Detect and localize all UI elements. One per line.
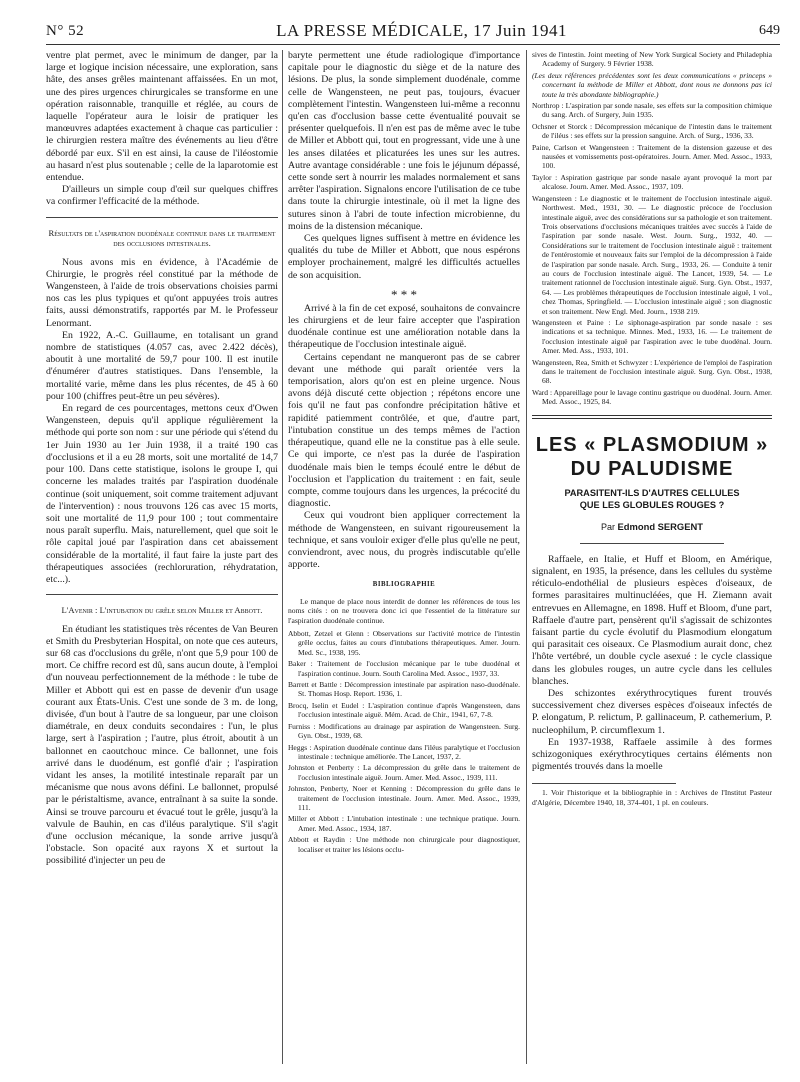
bibliography-entry: Wangensteen, Rea, Smith et Schwyzer : L'expérience de l'emploi de l'aspiration dans le traitement de l'occlusion intestinale aiguë. Surg. Gyn. Obst., 1938, 68. (532, 357, 772, 386)
bibliography-entry: Ward : Appareillage pour le lavage continu gastrique ou duodénal. Journ. Amer. Med. Assoc., 1925, 84. (532, 387, 772, 407)
bibliography-entry: Northrop : L'aspiration par sonde nasale, ses effets sur la composition chimique du sang. Arch. of Surgery, Juin 1935. (532, 101, 772, 120)
column-separator (282, 50, 283, 1064)
bibliography-entry: Johnston, Penberty, Noer et Kenning : Décompression du grêle dans le traitement de l'occlusion intestinale. Journ. Amer. Med. Assoc., 1939, 111. (288, 784, 520, 812)
section-stars: * * * (391, 286, 417, 302)
divider (46, 217, 278, 218)
bibliography-list-continued (532, 50, 772, 407)
bibliography-entry: Taylor : Aspiration gastrique par sonde nasale ayant provoqué la mort par alcalose. Journ. Amer. Med. Assoc., 1937, 109. (532, 172, 772, 192)
bibliography-entry: Miller et Abbott : L'intubation intestinale : une technique pratique. Journ. Amer. Med. Assoc., 1934, 187. (288, 814, 520, 833)
bibliography-entry: Abbott et Raydin : Une méthode non chirurgicale pour diagnostiquer, localiser et traiter les lésions occlu- (288, 835, 520, 854)
paragraph: Raffaele, en Italie, et Huff et Bloom, en Amérique, signalent, en 1935, la présence, dans les cellules du système réticulo-endothélial de plusieurs espèces d'oiseaux, de formes parasitaires multinucléées, que H. Ziemann avait entrevues en Allemagne, en 1898. Huff et Bloom, d'une part, Raffaele d'autre part, pensèrent qu'il s'agissait de schizontes faisant partie du cycle évolutif du Plasmodium elongatum qui parasitait ces oiseaux. Ce Plasmodium aurait donc, chez l'hôte vertébré, un double cycle asexué : le cycle classique dans les globules rouges, un autre cycle dans les cellules blanches. (532, 553, 772, 687)
paragraph: ventre plat permet, avec le minimum de danger, par la large et logique incision nécessaire, une exploration, sans hâte, des anses grêles maintenant affaissées. En un mot, une des pires urgences chirurgicales se transforme en une opération raisonnable, tranquille et réglée, au cours de laquelle l'opérateur aura le loisir de pratiquer les manœuvres adaptées exactement à chaque cas particulier : le chirurgien restera maître des événements au lieu d'être débordé par eux. S'il en est ainsi, la cause de l'iléostomie au hasard n'est plus soutenable ; celle de la laparotomie est entendue. (46, 50, 278, 184)
bibliography-entry: Furniss : Modifications au drainage par aspiration de Wangensteen. Surg. Gyn. Obst., 1939, 68. (288, 721, 520, 741)
bibliography-note: (Les deux références précédentes sont les deux communications « princeps » concernant la méthode de Miller et Abbott, dont nous ne donnons pas ici toute la très abondante bibliographie.) (532, 70, 772, 99)
column-2 (288, 50, 520, 856)
article-title-line-1: LES « PLASMODIUM » (535, 433, 769, 456)
paragraph: Nous avons mis en évidence, à l'Académie de Chirurgie, le progrès réel constitué par la méthode de Wangensteen, à l'aide de trois observations choisies parmi nos cas les plus typiques et qu'ont appuyées trois autres faits, aussi démonstratifs, rapportés par M. le Professeur Lenormant. (46, 256, 278, 329)
footnote: 1. Voir l'historique et la bibliographie in : Archives de l'Institut Pasteur d'Algérie, Décembre 1940, 18, 374-401, 1 pl. en couleurs. (532, 788, 772, 808)
article-byline (532, 521, 772, 533)
bibliography-entry: Brocq, Iselin et Eudel : L'aspiration continue d'après Wangensteen, dans l'occlusion intestinale aiguë. Mém. Acad. de Chir., 1941, 67, 7-8. (288, 700, 520, 720)
bibliography-entry: Ochsner et Storck : Décompression mécanique de l'intestin dans le traitement de l'iléus : ses effets sur la pression sanguine. Arch. of Surg., 1936, 33. (532, 121, 772, 141)
journal-title: LA PRESSE MÉDICALE, 17 Juin 1941 (276, 21, 567, 40)
bibliography-entry: Heggs : Aspiration duodénale continue dans l'iléus paralytique et l'occlusion intestinale : technique améliorée. The Lancet, 1937, 2. (288, 742, 520, 761)
section-heading: Résultats de l'aspiration duodénale continue dans le traitement des occlusions intestinales. (48, 227, 276, 249)
bibliography-entry: Paine, Carlson et Wangensteen : Traitement de la distension gazeuse et des nausées et vomissements post-opératoires. Journ. Amer. Med. Assoc., 1933, 100. (532, 142, 772, 171)
paragraph: En 1937-1938, Raffaele assimile à des formes schizogoniques exérythrocytiques certains éléments non pigmentés trouvés dans la moelle (532, 736, 772, 773)
issue-number: N° 52 (46, 22, 85, 39)
paragraph: D'ailleurs un simple coup d'œil sur quelques chiffres va confirmer l'efficacité de la méthode. (46, 184, 278, 208)
header-rule (46, 44, 780, 45)
bibliography-entry: Wangensteen : Le diagnostic et le traitement de l'occlusion intestinale aiguë. Northwest. Med., 1931, 30. — Le diagnostic précoce de l'occlusion intestinale aiguë, avec des considérations sur sa pathologie et son traitement. Trois observations d'occlusions mécaniques traitées avec succès à l'aide de l'aspiration par sonde nasale. West. Journ. Surg., 1932, 40. — Considérations sur le traitement de l'occlusion intestinale aiguë : traitement de l'entérostomie et nouveaux faits sur l'emploi de la décompression à l'aide de l'aspiration par sonde nasale. Arch. Surg., 1933, 26. — Conduite à tenir au cours de l'occlusion intestinale aiguë. The Lancet, 1939, 54. — Le traitement rationnel de l'occlusion intestinale aiguë. Surg. Gyn. Obst., 1937, 64. — Les problèmes thérapeutiques de l'occlusion intestinale aiguë, 1 vol., chez Thomas, Springfield. — L'occlusion intestinale aiguë ; son diagnostic et son traitement. New Engl. Med. Journ., 1938 219. (532, 193, 772, 316)
paragraph: Certains cependant ne manqueront pas de se cabrer devant une méthode qui paraît orientée vers la temporisation, alors qu'on est en pleine urgence. Nous avons déjà discuté cette objection ; répétons encore une fois qu'il ne faut pas confondre précipitation hâtive et rapidité patiemment contrôlée, et que, d'autre part, l'intubation constitue un des temps mêmes de l'action thérapeutique, quand elle ne la constitue pas à elle seule. Ce qui importe, ce n'est pas la durée de l'aspiration duodénale mais bien le temps écoulé entre le début de l'occlusion et l'application du traitement : en fait, seule compte, comme toujours dans les urgences, la précocité du diagnostic. (288, 351, 520, 510)
paragraph: En 1922, A.-C. Guillaume, en totalisant un grand nombre de statistiques (4.057 cas, avec 2.422 décès), aboutit à une mortalité de 59,7 pour 100. Il est inutile d'énumérer d'autres statistiques. Dans l'ensemble, la mortalité varie, même dans les plus récentes, de 45 à 60 pour 100 (chiffres peut-être un peu sévères). (46, 329, 278, 402)
paragraph: Ces quelques lignes suffisent à mettre en évidence les qualités du tube de Miller et Abbott, que nous espérons employer prochainement, malgré les difficultés actuelles de son acquisition. (288, 233, 520, 281)
bibliography-list (288, 629, 520, 854)
bibliography-entry: Barrett et Battle : Décompression intestinale par aspiration naso-duodénale. St. Thomas Hosp. Report. 1936, 1. (288, 680, 520, 699)
article-title-line-2: DU PALUDISME (570, 457, 734, 480)
paragraph: Arrivé à la fin de cet exposé, souhaitons de convaincre les chirurgiens et de leur faire accepter que l'aspiration duodénale continue est une amélioration notable dans la thérapeutique de l'occlusion intestinale aiguë. (288, 302, 520, 351)
paragraph: baryte permettent une étude radiologique d'importance capitale pour le diagnostic du siège et de la nature des lésions. De plus, la sonde simplement duodénale, comme celle de Wangensteen, ne peut pas, toujours, évacuer complètement l'intestin. Wangensteen lui-même a reconnu qu'en cas d'occlusion basse cette éventualité pouvait se présenter quelquefois. Il n'en est pas de même avec le tube de Miller et Abbott qui, tout en progressant, vide une à une les anses dilatées et plicaturées les unes sur les autres. Autre avantage considérable : une fois le jéjunum dépassé, cette sonde sert à nourrir les malades normalement et sans arrêter l'aspiration. Signalons encore l'utilisation de ce tube dans toute la chirurgie intestinale, où il met la ligne des sutures sinon à l'abri de toute infection microbienne, du moins de la distension mécanique. (288, 50, 520, 232)
section-heading: L'Avenir : L'intubation du grêle selon Miller et Abbott. (61, 605, 263, 616)
bibliography-entry: Abbott, Zetzel et Glenn : Observations sur l'activité motrice de l'intestin grêle occlus, faites au cours d'intubations thérapeutiques. Amer. Journ. Med. Sc., 1938, 195. (288, 629, 520, 657)
column-3 (532, 50, 772, 808)
article-subtitle-line-1: PARASITENT-ILS D'AUTRES CELLULES (564, 487, 740, 498)
bibliography-entry: Wangensteen et Paine : Le siphonage-aspiration par sonde nasale : ses indications et sa technique. Minnes. Med., 1933, 16. — Le traitement de l'occlusion intestinale aiguë par l'aspiration avec le tube duodénal. Journ. Amer. Med. Ass., 1933, 101. (532, 317, 772, 356)
footnote-rule (532, 783, 676, 784)
article-divider (532, 415, 772, 419)
paragraph: En étudiant les statistiques très récentes de Van Beuren et Smith du Presbyterian Hospital, on note que ces auteurs, sur 68 cas d'occlusions du grêle, n'ont que 5,9 pour 100 de mort. Ce chiffre record est dû, sans aucun doute, à l'emploi d'un nouveau perfectionnement de la méthode : le tube de Miller et Abbott qui est en passe de devenir d'un usage courant aux États-Unis. C'est une sonde de 3 m. de long, divisée, d'un bout à l'autre de sa longueur, par une cloison diamétrale, en deux conduits secondaires : l'un, le plus large, sert à l'aspiration ; l'autre, plus étroit, aboutit à un ballonnet en caoutchouc mince. Ce ballonnet, une fois arrivé dans le duodénum, est gonflé d'air ; l'aspiration vidant les anses, la motilité intestinale reparaît par un mécanisme que nous avons défini. Le ballonnet, propulsé par le péristaltisme, avance, entraînant à sa suite la sonde. Ainsi se trouve parcouru et évacué tout le grêle, jusqu'à la valvule de Bauhin, en cas d'iléus paralytique. S'il s'agit d'une occlusion mécanique, la sonde arrive jusqu'à l'obstacle. Son opacité aux rayons X et surtout la possibilité d'injecter un peu de (46, 623, 278, 867)
column-1 (46, 50, 278, 868)
divider (46, 594, 278, 595)
paragraph: Ceux qui voudront bien appliquer correctement la méthode de Wangensteen, en suivant rigoureusement la technique, et sans vouloir exiger d'elle plus qu'elle ne peut, conviendront, avec nous, du progrès indiscutable qu'elle apporte. (288, 510, 520, 571)
bibliography-entry: sives de l'intestin. Joint meeting of New York Surgical Society and Philadephia Academy of Surgery. 9 Février 1938. (532, 50, 772, 69)
author-name: Edmond SERGENT (617, 520, 703, 532)
column-separator (526, 50, 527, 1064)
paragraph: En regard de ces pourcentages, mettons ceux d'Owen Wangensteen, depuis qu'il applique régulièrement la méthode qui porte son nom : sur une période qui s'étend du 1er Juin 1930 au 1er Juin 1938, il a traité 190 cas d'occlusions et il a eu 28 morts, soit une mortalité de 14,7 pour 100. Dans cette statistique, isolons le groupe I, qui concerne les malades traités par l'aspiration duodénale continue (soit uniquement, soit comme traitement adjuvant de l'intervention) : nous trouvons 126 cas avec 15 morts, soit une mortalité de 11,9 pour 100 ; tout commentaire nous paraît superflu. Mais, naturellement, quel que soit le rôle capital joué par l'aspiration dans cet abaissement considérable de la mortalité, il faut faire la juste part des thérapeutiques associées (rechloruration, réhydratation, etc...). (46, 403, 278, 585)
article-subtitle-line-2: QUE LES GLOBULES ROUGES ? (579, 499, 725, 510)
paragraph: Des schizontes exérythrocytiques furent trouvés successivement chez diverses espèces d'oiseaux infectés de P. elongatum, P. relictum, P. gallinaceum, P. cathemerium, P. nucleophilum, P. circumflexum 1. (532, 688, 772, 736)
bibliography-intro: Le manque de place nous interdit de donner les références de tous les noms cités : on ne trouvera donc ici que l'essentiel de la littérature sur l'aspiration duodénale continue. (288, 596, 520, 625)
bibliography-entry: Baker : Traitement de l'occlusion mécanique par le tube duodénal et l'aspiration continue. Journ. South Carolina Med. Assoc., 1937, 33. (288, 659, 520, 678)
divider (580, 543, 724, 544)
byline-prefix: Par (601, 521, 616, 532)
bibliography-entry: Johnston et Penberty : La décompression du grêle dans le traitement de l'occlusion intestinale aiguë. Journ. Amer. Med. Assoc., 1939, 111. (288, 763, 520, 782)
bibliography-heading: BIBLIOGRAPHIE (372, 581, 436, 589)
page-number: 649 (758, 23, 780, 38)
page-header (46, 20, 780, 42)
